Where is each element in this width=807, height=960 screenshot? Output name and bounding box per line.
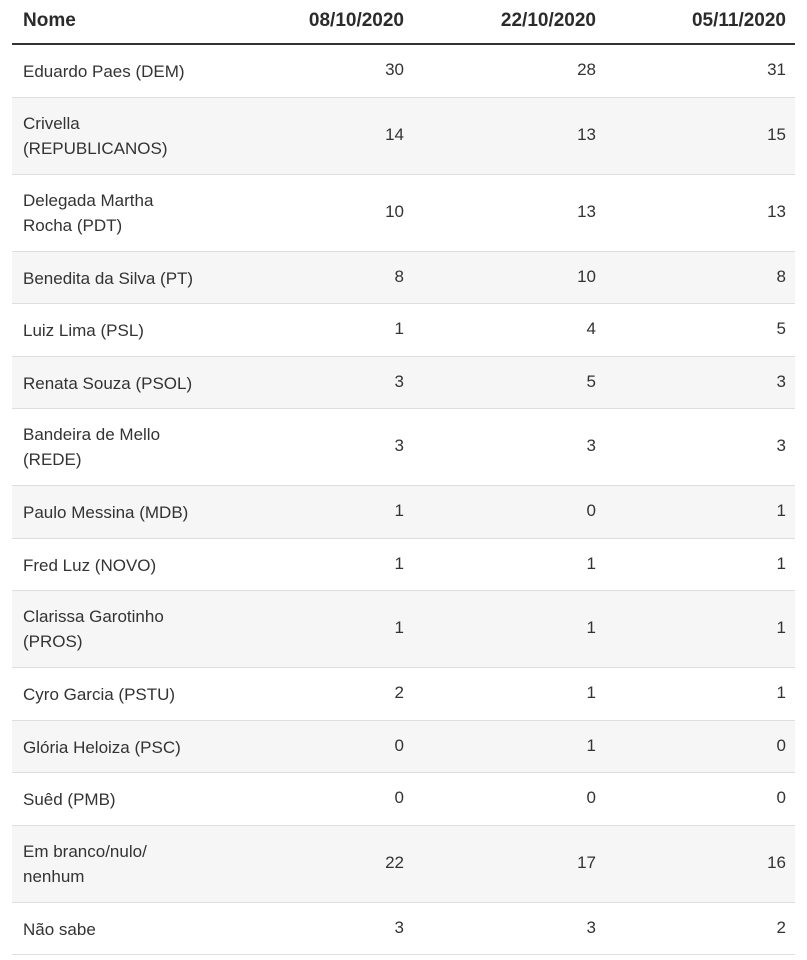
poll-value: 1: [586, 553, 596, 573]
poll-value: 4: [586, 319, 596, 338]
poll-value: 31: [767, 60, 786, 79]
candidate-name: Crivella (REPUBLICANOS): [23, 113, 168, 158]
candidate-name: Benedita da Silva (PT): [23, 268, 194, 288]
table-body: [12, 45, 795, 955]
poll-value: 1: [586, 735, 596, 755]
column-header-nome: Nome: [23, 10, 76, 31]
poll-value: 1: [394, 501, 404, 520]
poll-value: 3: [776, 436, 786, 455]
poll-value: 8: [394, 266, 404, 286]
candidate-name: Eduardo Paes (DEM): [23, 62, 185, 81]
poll-value: 16: [767, 852, 786, 872]
poll-value: 30: [385, 60, 404, 79]
table-row: [12, 773, 795, 826]
poll-value: 14: [385, 124, 404, 144]
table-row: [12, 304, 795, 357]
poll-value: 3: [776, 371, 786, 391]
candidate-name: Cyro Garcia (PSTU): [23, 685, 176, 704]
poll-value: 3: [586, 917, 596, 937]
poll-value: 28: [577, 60, 596, 79]
poll-value: 0: [394, 735, 404, 755]
candidate-name: Delegada Martha Rocha (PDT): [23, 190, 154, 235]
poll-value: 1: [776, 683, 786, 702]
poll-value: 3: [586, 436, 596, 455]
poll-value: 8: [776, 266, 786, 286]
poll-value: 0: [776, 788, 786, 807]
poll-value: 1: [394, 319, 404, 338]
poll-value: 1: [394, 553, 404, 573]
candidate-name: Luiz Lima (PSL): [23, 321, 144, 340]
table-row: [12, 539, 795, 592]
column-header-date-1: 08/10/2020: [308, 10, 404, 31]
table-row: [12, 357, 795, 410]
poll-value: 17: [577, 852, 596, 872]
table-row: [12, 175, 795, 252]
poll-value: 13: [767, 201, 786, 221]
poll-value: 1: [586, 683, 596, 702]
poll-value: 3: [394, 917, 404, 937]
column-header-date-3: 05/11/2020: [691, 10, 786, 31]
poll-value: 2: [394, 683, 404, 702]
table-row: [12, 486, 795, 539]
poll-value: 0: [586, 788, 596, 807]
candidate-name: Fred Luz (NOVO): [23, 555, 157, 575]
candidate-name: Em branco/nulo/ nenhum: [23, 841, 147, 886]
poll-value: 5: [776, 319, 786, 338]
candidate-name: Suêd (PMB): [23, 790, 116, 809]
poll-value: 1: [394, 618, 404, 637]
column-header-date-2: 22/10/2020: [500, 10, 596, 31]
table-row: [12, 668, 795, 721]
poll-value: 13: [577, 124, 596, 144]
candidate-name: Renata Souza (PSOL): [23, 373, 193, 393]
poll-value: 2: [776, 917, 786, 937]
table-row: [12, 98, 795, 175]
poll-value: 1: [776, 618, 786, 637]
poll-value: 0: [394, 788, 404, 807]
table-row: [12, 903, 795, 956]
table-row: [12, 409, 795, 486]
poll-value: 5: [586, 371, 596, 391]
table-row: [12, 591, 795, 668]
poll-value: 13: [577, 201, 596, 221]
candidate-name: Paulo Messina (MDB): [23, 503, 189, 522]
poll-value: 1: [776, 553, 786, 573]
table-row: [12, 721, 795, 774]
table-header: [12, 0, 795, 45]
candidate-name: Glória Heloiza (PSC): [23, 737, 181, 757]
candidate-name: Bandeira de Mello (REDE): [23, 425, 161, 469]
poll-value: 10: [385, 201, 404, 221]
poll-value: 1: [586, 618, 596, 637]
poll-value: 22: [385, 852, 404, 872]
poll-value: 10: [577, 266, 596, 286]
poll-value: 0: [586, 501, 596, 520]
poll-value: 15: [767, 124, 786, 144]
table-row: [12, 826, 795, 903]
table-row: [12, 252, 795, 305]
candidate-name: Clarissa Garotinho (PROS): [23, 607, 164, 651]
poll-value: 0: [776, 735, 786, 755]
candidate-name: Não sabe: [23, 919, 96, 939]
poll-value: 1: [776, 501, 786, 520]
poll-value: 3: [394, 371, 404, 391]
table-row: [12, 45, 795, 98]
poll-value: 3: [394, 436, 404, 455]
poll-table: [12, 0, 795, 955]
